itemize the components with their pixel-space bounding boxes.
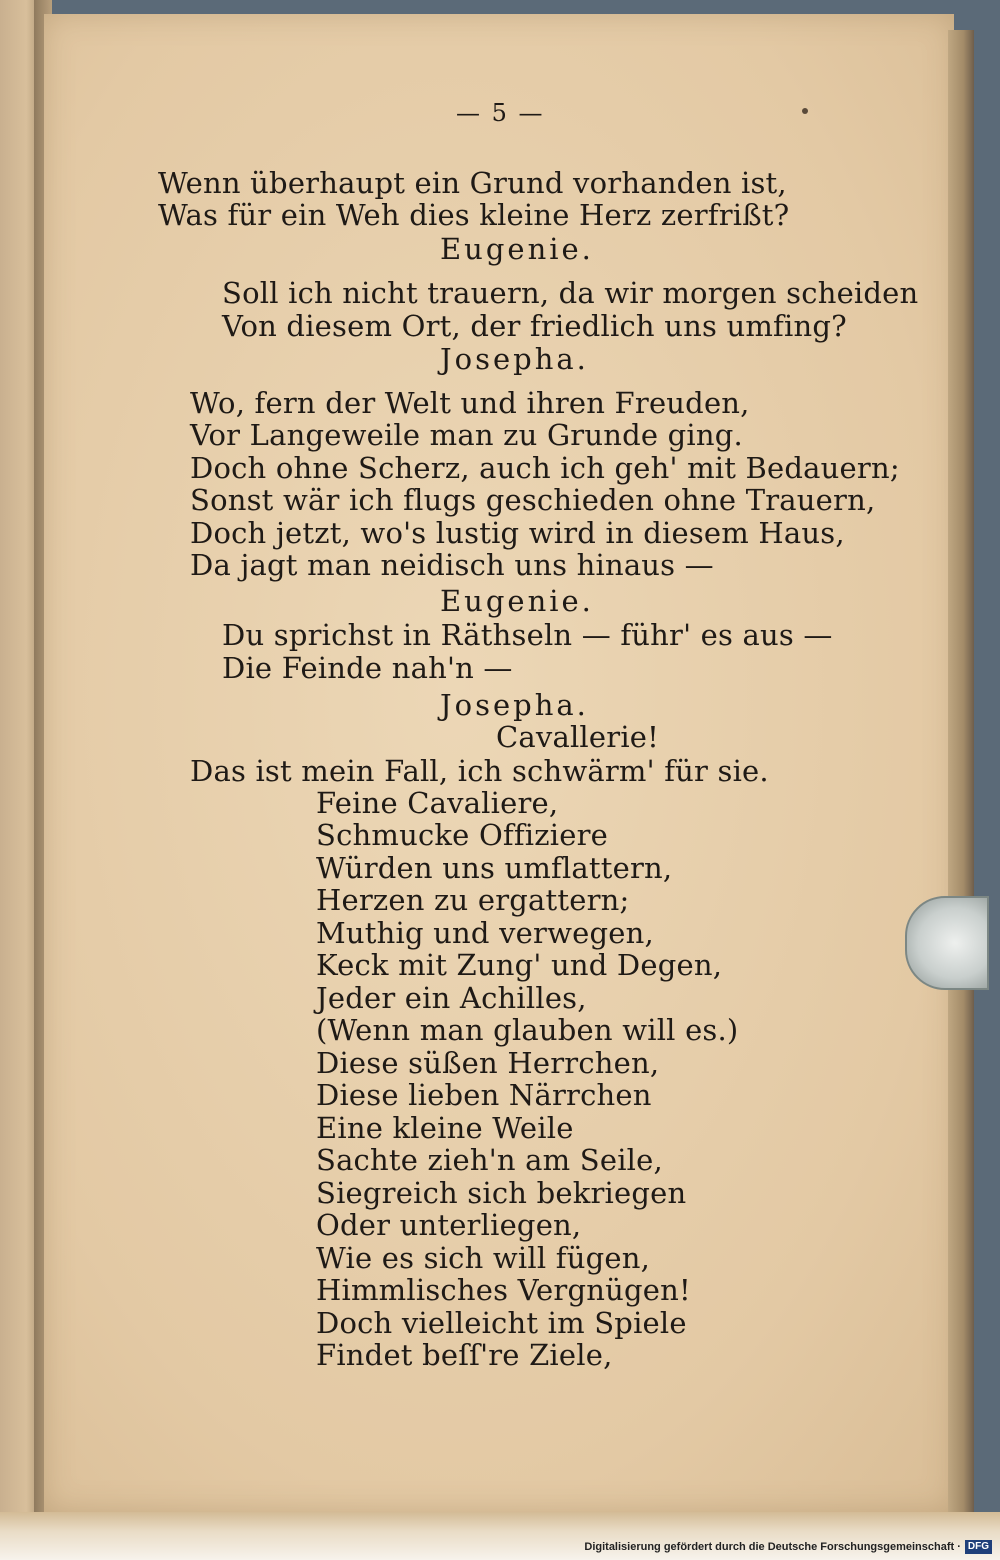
page-number: — 5 —: [456, 99, 545, 127]
verse-line: Herzen zu ergattern;: [316, 883, 630, 917]
funding-credit-text: Digitalisierung gefördert durch die Deutsche Forschungsgemeinschaft ·: [584, 1540, 961, 1553]
verse-line: Siegreich sich bekriegen: [316, 1176, 687, 1210]
verse-line: Diese lieben Närrchen: [316, 1078, 652, 1112]
verse-line: Die Feinde nah'n —: [222, 651, 513, 685]
verse-line: Feine Cavaliere,: [316, 786, 559, 820]
verse-line: Sonst wär ich flugs geschieden ohne Trauern,: [190, 483, 876, 517]
speaker-name: Josepha.: [440, 688, 589, 722]
verse-line: Wie es sich will fügen,: [316, 1241, 651, 1275]
dfg-logo: DFG: [965, 1540, 992, 1554]
verse-line: Was für ein Weh dies kleine Herz zerfrißt?: [158, 198, 790, 232]
verse-line: Muthig und verwegen,: [316, 916, 654, 950]
verse-line: Wo, fern der Welt und ihren Freuden,: [190, 386, 750, 420]
verse-line: Vor Langeweile man zu Grunde ging.: [190, 418, 743, 452]
verse-line: Wenn überhaupt ein Grund vorhanden ist,: [158, 166, 787, 200]
verse-line: Du sprichst in Räthseln — führ' es aus —: [222, 618, 833, 652]
verse-line: Von diesem Ort, der friedlich uns umfing?: [222, 309, 847, 343]
verse-line: Doch ohne Scherz, auch ich geh' mit Bedauern;: [190, 451, 900, 485]
verse-line: Würden uns umflattern,: [316, 851, 673, 885]
verse-line: Jeder ein Achilles,: [316, 981, 587, 1015]
verse-line: Oder unterliegen,: [316, 1208, 582, 1242]
verse-line: Keck mit Zung' und Degen,: [316, 948, 723, 982]
verse-line: Doch jetzt, wo's lustig wird in diesem Haus,: [190, 516, 845, 550]
verse-line: Cavallerie!: [496, 720, 660, 754]
verse-line: Eine kleine Weile: [316, 1111, 574, 1145]
verse-line: Doch vielleicht im Spiele: [316, 1306, 687, 1340]
verse-line: (Wenn man glauben will es.): [316, 1013, 739, 1047]
verse-line: Das ist mein Fall, ich schwärm' für sie.: [190, 754, 769, 788]
verse-line: Sachte zieh'n am Seile,: [316, 1143, 663, 1177]
verse-line: Soll ich nicht trauern, da wir morgen scheiden: [222, 276, 919, 310]
speaker-name: Eugenie.: [440, 232, 594, 266]
verse-line: Diese süßen Herrchen,: [316, 1046, 660, 1080]
verse-line: Da jagt man neidisch uns hinaus —: [190, 548, 714, 582]
verse-line: Schmucke Offiziere: [316, 818, 609, 852]
funding-credit: [584, 1540, 992, 1554]
verse-line: Himmlisches Vergnügen!: [316, 1273, 691, 1307]
verse-line: Findet beſſ're Ziele,: [316, 1338, 613, 1372]
speaker-name: Eugenie.: [440, 584, 594, 618]
speaker-name: Josepha.: [440, 342, 589, 376]
